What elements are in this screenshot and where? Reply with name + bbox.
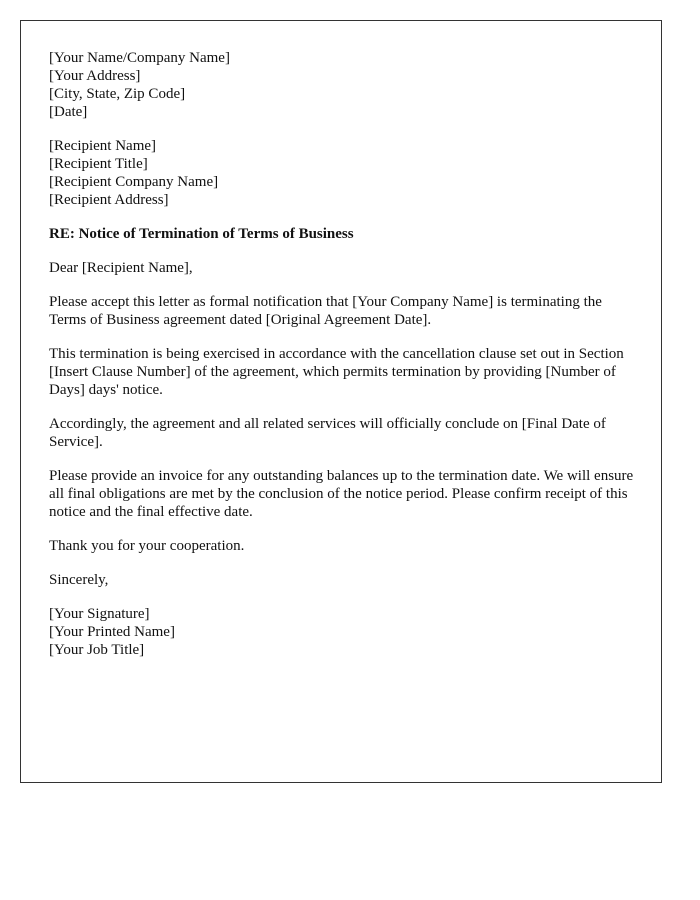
salutation: Dear [Recipient Name], xyxy=(49,260,193,276)
recipient-company: [Recipient Company Name] xyxy=(49,174,219,190)
sender-city: [City, State, Zip Code] xyxy=(49,86,186,102)
job-title: [Your Job Title] xyxy=(49,642,145,658)
body-paragraph: Please provide an invoice for any outstanding balances up to the termination date. We will ensure all final obligations are met by the conclusion of the notice period. Please confirm receipt of this notice and the final effective date. xyxy=(49,468,634,520)
sender-block xyxy=(49,49,634,121)
body-paragraph: Accordingly, the agreement and all related services will officially conclude on [Final Date of Service]. xyxy=(49,416,606,450)
signature: [Your Signature] xyxy=(49,606,150,622)
printed-name: [Your Printed Name] xyxy=(49,624,175,640)
recipient-block xyxy=(49,137,634,209)
body-paragraph: Please accept this letter as formal notification that [Your Company Name] is terminating the Terms of Business agreement dated [Original Agreement Date]. xyxy=(49,294,602,328)
sender-name: [Your Name/Company Name] xyxy=(49,50,230,66)
signature-block xyxy=(49,605,634,659)
letter-date: [Date] xyxy=(49,104,88,120)
recipient-address: [Recipient Address] xyxy=(49,192,169,208)
closing: Sincerely, xyxy=(49,572,109,588)
body-paragraph: This termination is being exercised in accordance with the cancellation clause set out in Section [Insert Clause Number] of the agreement, which permits termination by providing [Number of Days] days' notice. xyxy=(49,346,624,398)
recipient-name: [Recipient Name] xyxy=(49,138,157,154)
recipient-title: [Recipient Title] xyxy=(49,156,148,172)
letter-page xyxy=(20,20,662,783)
subject-line: RE: Notice of Termination of Terms of Business xyxy=(49,226,354,242)
sender-address: [Your Address] xyxy=(49,68,141,84)
body-paragraph: Thank you for your cooperation. xyxy=(49,538,245,554)
